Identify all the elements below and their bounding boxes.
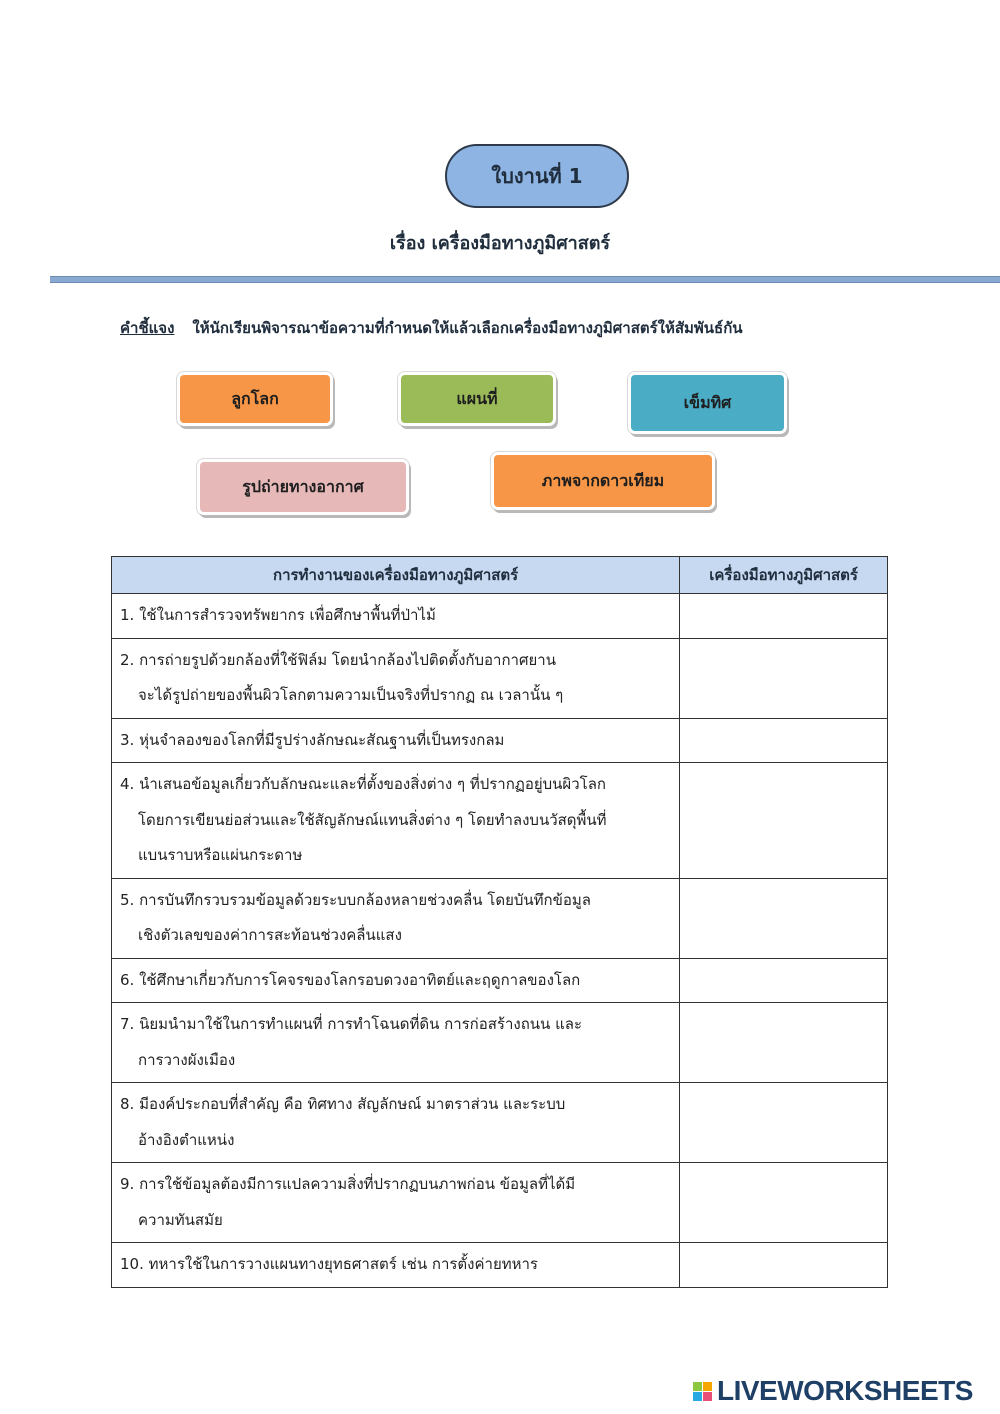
instruction [120, 316, 743, 340]
table-row [112, 1083, 888, 1163]
instruction-lead: คำชี้แจง [120, 319, 175, 337]
question-line: จะได้รูปถ่ายของพื้นผิวโลกตามความเป็นจริงที่ปรากฏ ณ เวลานั้น ๆ [138, 686, 564, 704]
question-line: 3. หุ่นจำลองของโลกที่มีรูปร่างลักษณะสัณฐานที่เป็นทรงกลม [120, 730, 505, 749]
question-line: 1. ใช้ในการสำรวจทรัพยากร เพื่อศึกษาพื้นที่ป่าไม้ [120, 606, 436, 624]
chip-map[interactable]: แผนที่ [398, 372, 556, 426]
table-row [112, 958, 888, 1003]
answer-cell[interactable] [680, 1003, 888, 1083]
question-line: 6. ใช้ศึกษาเกี่ยวกับการโคจรของโลกรอบดวงอาทิตย์และฤดูกาลของโลก [120, 970, 581, 989]
table-row [112, 1243, 888, 1288]
question-line: อ้างอิงตำแหน่ง [138, 1130, 235, 1149]
header-function: การทำงานของเครื่องมือทางภูมิศาสตร์ [112, 557, 680, 594]
row-question [112, 763, 680, 879]
brand-text: LIVEWORKSHEETS [717, 1375, 973, 1406]
question-line: 5. การบันทึกรวบรวมข้อมูลด้วยระบบกล้องหลายช่วงคลื่น โดยบันทึกข้อมูล [120, 890, 591, 909]
answer-cell[interactable] [680, 1163, 888, 1243]
answer-cell[interactable] [680, 878, 888, 958]
worksheet-subtitle: เรื่อง เครื่องมือทางภูมิศาสตร์ [389, 233, 611, 254]
chip-globe[interactable]: ลูกโลก [177, 372, 333, 426]
answer-cell[interactable] [680, 718, 888, 763]
question-line: 4. นำเสนอข้อมูลเกี่ยวกับลักษณะและที่ตั้งของสิ่งต่าง ๆ ที่ปรากฏอยู่บนผิวโลก [120, 775, 606, 793]
header-tool: เครื่องมือทางภูมิศาสตร์ [680, 557, 888, 594]
answer-cell[interactable] [680, 763, 888, 879]
row-question [112, 718, 680, 763]
question-line: โดยการเขียนย่อส่วนและใช้สัญลักษณ์แทนสิ่งต่าง ๆ โดยทำลงบนวัสดุพื้นที่ [138, 810, 607, 829]
table-row [112, 763, 888, 879]
chip-aerial-photo[interactable]: รูปถ่ายทางอากาศ [197, 459, 409, 515]
matching-table [111, 556, 888, 1288]
question-line: ความทันสมัย [138, 1210, 223, 1229]
question-line: 7. นิยมนำมาใช้ในการทำแผนที่ การทำโฉนดที่ดิน การก่อสร้างถนน และ [120, 1015, 582, 1033]
question-line: 2. การถ่ายรูปด้วยกล้องที่ใช้ฟิล์ม โดยนำกล้องไปติดตั้งกับอากาศยาน [120, 650, 556, 669]
answer-cell[interactable] [680, 594, 888, 639]
answer-cell[interactable] [680, 638, 888, 718]
table-row [112, 1003, 888, 1083]
row-question [112, 594, 680, 639]
question-line: 8. มีองค์ประกอบที่สำคัญ คือ ทิศทาง สัญลักษณ์ มาตราส่วน และระบบ [120, 1095, 566, 1113]
chip-compass[interactable]: เข็มทิศ [628, 372, 787, 434]
row-question [112, 1083, 680, 1163]
question-line: การวางผังเมือง [138, 1050, 236, 1069]
instruction-text: ให้นักเรียนพิจารณาข้อความที่กำหนดให้แล้วเลือกเครื่องมือทางภูมิศาสตร์ให้สัมพันธ์กัน [192, 319, 743, 337]
question-line: 10. ทหารใช้ในการวางแผนทางยุทธศาสตร์ เช่น การตั้งค่ายทหาร [120, 1255, 538, 1273]
table-row [112, 878, 888, 958]
row-question [112, 958, 680, 1003]
table-row [112, 594, 888, 639]
header-divider [50, 276, 1000, 283]
answer-cell[interactable] [680, 1243, 888, 1288]
row-question [112, 638, 680, 718]
table-header-row [112, 557, 888, 594]
liveworksheets-brand [693, 1374, 973, 1408]
table-row [112, 718, 888, 763]
question-line: 9. การใช้ข้อมูลต้องมีการแปลความสิ่งที่ปรากฏบนภาพก่อน ข้อมูลที่ได้มี [120, 1175, 576, 1193]
chip-satellite-image[interactable]: ภาพจากดาวเทียม [491, 452, 715, 510]
answer-cell[interactable] [680, 1083, 888, 1163]
row-question [112, 1243, 680, 1288]
worksheet-title: ใบงานที่ 1 [445, 144, 629, 208]
table-row [112, 638, 888, 718]
table-row [112, 1163, 888, 1243]
row-question [112, 878, 680, 958]
question-line: แบนราบหรือแผ่นกระดาษ [138, 846, 303, 864]
answer-cell[interactable] [680, 958, 888, 1003]
row-question [112, 1163, 680, 1243]
row-question [112, 1003, 680, 1083]
question-line: เชิงตัวเลขของค่าการสะท้อนช่วงคลื่นแสง [138, 926, 402, 944]
liveworksheets-logo-icon [693, 1382, 712, 1401]
